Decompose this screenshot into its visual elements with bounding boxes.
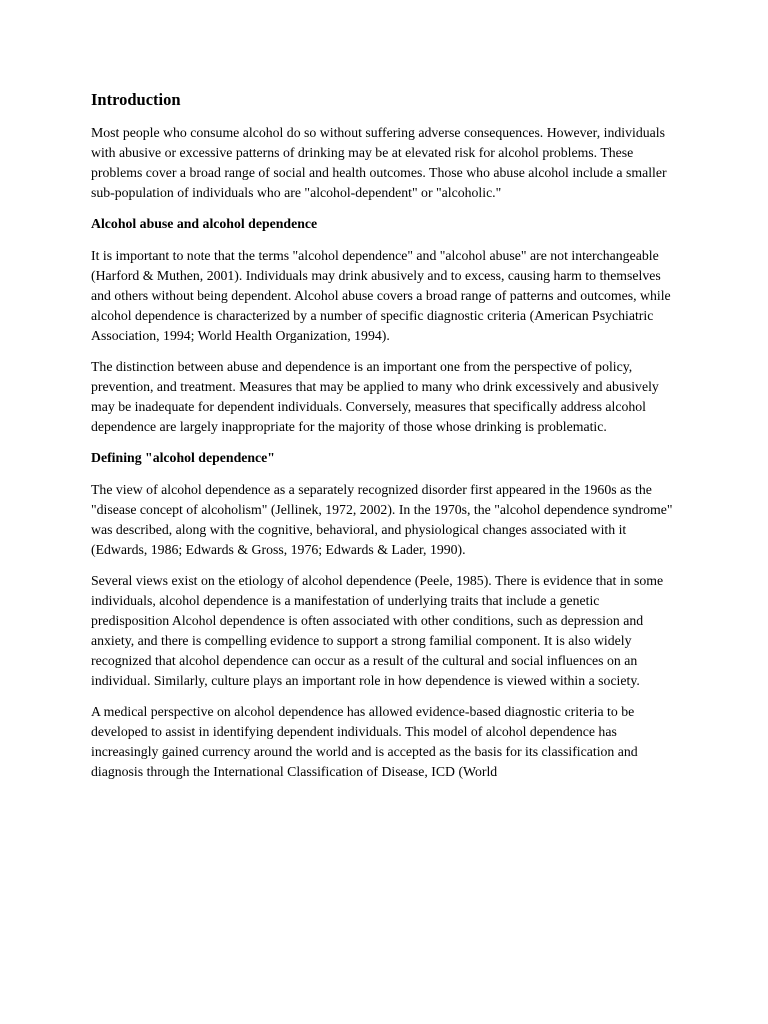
section-heading-defining-dependence: Defining "alcohol dependence" (91, 450, 275, 465)
document-page (91, 89, 681, 793)
intro-paragraph: Most people who consume alcohol do so without suffering adverse consequences. However, individuals with abusive or excessive patterns of drinking may be at elevated risk for alcohol problems. These problems cover a broad range of social and health outcomes. Those who abuse alcohol include a smaller sub-population of individuals who are "alcohol-dependent" or "alcoholic." (91, 125, 667, 200)
paragraph: The view of alcohol dependence as a separately recognized disorder first appeared in the 1960s as the "disease concept of alcoholism" (Jellinek, 1972, 2002). In the 1970s, the "alcohol dependence syndrome" was described, along with the cognitive, behavioral, and physiological changes associated with it (Edwards, 1986; Edwards & Gross, 1976; Edwards & Lader, 1990). (91, 482, 673, 557)
paragraph: Several views exist on the etiology of alcohol dependence (Peele, 1985). There is evidence that in some individuals, alcohol dependence is a manifestation of underlying traits that include a genetic predisposition Alcohol dependence is often associated with other conditions, such as depression and anxiety, and there is compelling evidence to support a strong familial component. It is also widely recognized that alcohol dependence can occur as a result of the cultural and social influences on an individual. Similarly, culture plays an important role in how dependence is viewed within a society. (91, 573, 664, 688)
paragraph: It is important to note that the terms "alcohol dependence" and "alcohol abuse" are not interchangeable (Harford & Muthen, 2001). Individuals may drink abusively and to excess, causing harm to themselves and others without being dependent. Alcohol abuse covers a broad range of patterns and outcomes, while alcohol dependence is characterized by a number of specific diagnostic criteria (American Psychiatric Association, 1994; World Health Organization, 1994). (91, 248, 671, 343)
paragraph: A medical perspective on alcohol dependence has allowed evidence-based diagnostic criteria to be developed to assist in identifying dependent individuals. This model of alcohol dependence has increasingly gained currency around the world and is accepted as the basis for its classification and diagnosis through the International Classification of Disease, ICD (World (91, 704, 638, 779)
section-heading-abuse-dependence: Alcohol abuse and alcohol dependence (91, 216, 318, 231)
page-title: Introduction (91, 90, 181, 109)
paragraph: The distinction between abuse and dependence is an important one from the perspective of policy, prevention, and treatment. Measures that may be applied to many who drink excessively and abusively may be inadequate for dependent individuals. Conversely, measures that specifically address alcohol dependence are largely inappropriate for the majority of those whose drinking is problematic. (91, 359, 659, 434)
